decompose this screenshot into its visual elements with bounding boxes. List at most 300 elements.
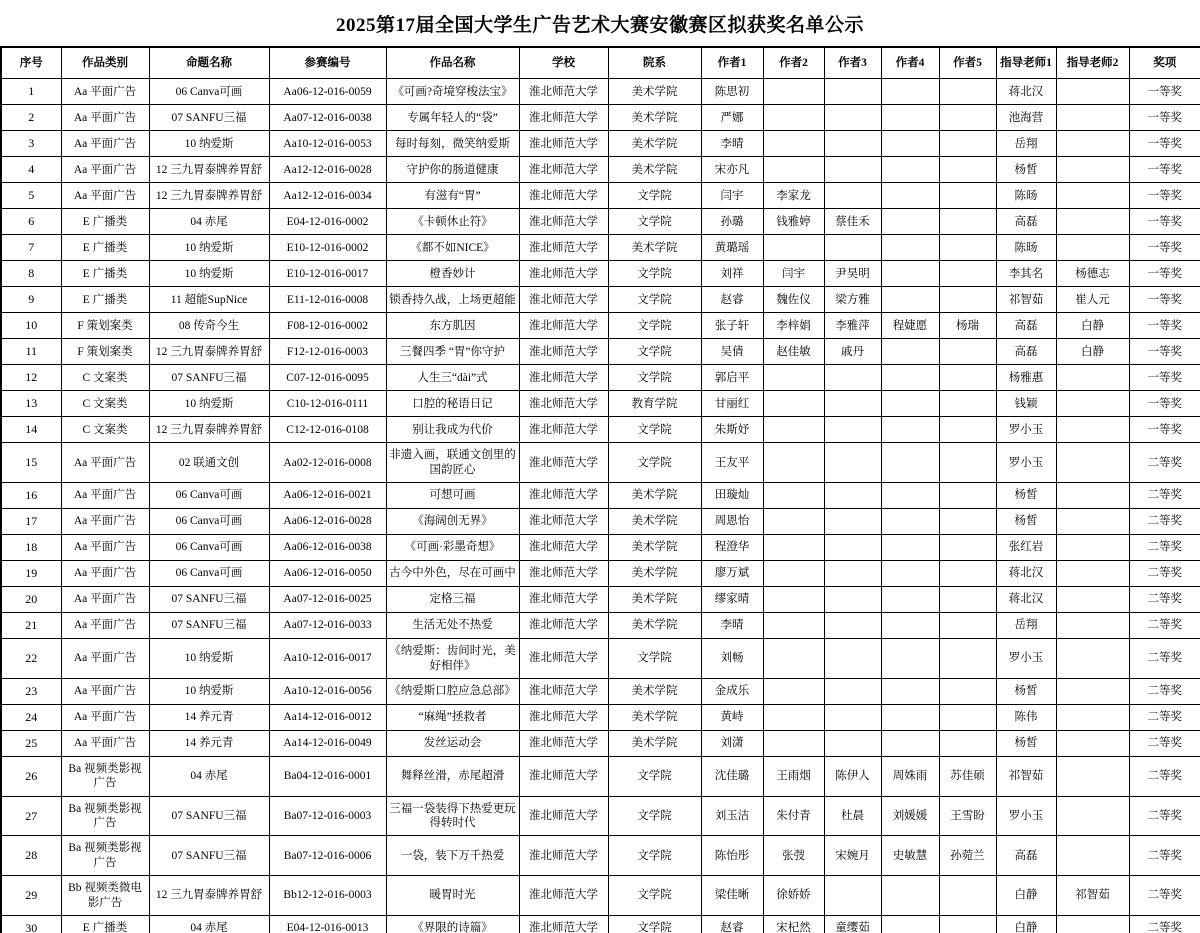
cell-作者4 xyxy=(881,730,939,756)
cell-作者3: 尹昊明 xyxy=(824,261,881,287)
cell-参赛编号: Aa10-12-016-0056 xyxy=(269,678,386,704)
cell-作者1: 田璇灿 xyxy=(701,483,763,509)
cell-指导老师2 xyxy=(1056,365,1129,391)
cell-作者1: 李晴 xyxy=(701,131,763,157)
cell-指导老师2 xyxy=(1056,79,1129,105)
cell-指导老师1: 杨皙 xyxy=(996,483,1056,509)
cell-命题名称: 12 三九胃泰牌养胃舒 xyxy=(149,876,269,916)
cell-院系: 美术学院 xyxy=(608,678,701,704)
cell-作者3: 童缨茹 xyxy=(824,915,881,933)
cell-作者2 xyxy=(763,704,824,730)
cell-指导老师2: 祁智茹 xyxy=(1056,876,1129,916)
cell-命题名称: 10 纳爱斯 xyxy=(149,261,269,287)
cell-作品类别: Aa 平面广告 xyxy=(61,183,149,209)
cell-作品类别: Ba 视频类影视广告 xyxy=(61,756,149,796)
cell-院系: 文学院 xyxy=(608,209,701,235)
cell-作者5 xyxy=(939,209,996,235)
cell-院系: 美术学院 xyxy=(608,235,701,261)
cell-院系: 文学院 xyxy=(608,756,701,796)
cell-作者5: 孙菀兰 xyxy=(939,836,996,876)
cell-作者2 xyxy=(763,79,824,105)
cell-作者1: 闫宇 xyxy=(701,183,763,209)
cell-指导老师2: 杨德志 xyxy=(1056,261,1129,287)
cell-序号: 4 xyxy=(1,157,61,183)
cell-学校: 淮北师范大学 xyxy=(519,339,608,365)
cell-指导老师2 xyxy=(1056,836,1129,876)
cell-作者1: 郭启平 xyxy=(701,365,763,391)
cell-序号: 30 xyxy=(1,915,61,933)
cell-作品名称: 古今中外色，尽在可画中 xyxy=(386,561,519,587)
table-row xyxy=(1,391,1200,417)
cell-参赛编号: E10-12-016-0017 xyxy=(269,261,386,287)
cell-作品名称: 定格三福 xyxy=(386,587,519,613)
cell-作者2 xyxy=(763,730,824,756)
cell-院系: 文学院 xyxy=(608,287,701,313)
cell-作者2: 张弢 xyxy=(763,836,824,876)
column-header-9: 作者3 xyxy=(824,47,881,79)
cell-指导老师1: 祁智茹 xyxy=(996,287,1056,313)
cell-作者2 xyxy=(763,613,824,639)
table-row xyxy=(1,796,1200,836)
cell-命题名称: 12 三九胃泰牌养胃舒 xyxy=(149,183,269,209)
cell-作者3 xyxy=(824,79,881,105)
cell-学校: 淮北师范大学 xyxy=(519,613,608,639)
cell-院系: 美术学院 xyxy=(608,613,701,639)
cell-学校: 淮北师范大学 xyxy=(519,105,608,131)
cell-参赛编号: Ba04-12-016-0001 xyxy=(269,756,386,796)
cell-作者5 xyxy=(939,287,996,313)
cell-奖项: 二等奖 xyxy=(1129,443,1200,483)
cell-序号: 16 xyxy=(1,483,61,509)
cell-指导老师2 xyxy=(1056,561,1129,587)
cell-作品名称: 发丝运动会 xyxy=(386,730,519,756)
cell-指导老师2 xyxy=(1056,417,1129,443)
cell-作者4 xyxy=(881,391,939,417)
cell-作者4 xyxy=(881,613,939,639)
cell-参赛编号: C12-12-016-0108 xyxy=(269,417,386,443)
cell-参赛编号: Aa10-12-016-0053 xyxy=(269,131,386,157)
cell-指导老师1: 池海营 xyxy=(996,105,1056,131)
column-header-2: 命题名称 xyxy=(149,47,269,79)
cell-学校: 淮北师范大学 xyxy=(519,876,608,916)
table-row xyxy=(1,483,1200,509)
cell-指导老师2 xyxy=(1056,915,1129,933)
cell-学校: 淮北师范大学 xyxy=(519,365,608,391)
cell-指导老师2 xyxy=(1056,131,1129,157)
cell-序号: 23 xyxy=(1,678,61,704)
cell-作者5 xyxy=(939,509,996,535)
column-header-10: 作者4 xyxy=(881,47,939,79)
table-row xyxy=(1,417,1200,443)
cell-作者3 xyxy=(824,704,881,730)
cell-作品类别: Aa 平面广告 xyxy=(61,704,149,730)
cell-指导老师1: 祁智茹 xyxy=(996,756,1056,796)
cell-院系: 美术学院 xyxy=(608,131,701,157)
column-header-3: 参赛编号 xyxy=(269,47,386,79)
cell-指导老师1: 杨皙 xyxy=(996,157,1056,183)
cell-指导老师1: 高磊 xyxy=(996,339,1056,365)
cell-参赛编号: C07-12-016-0095 xyxy=(269,365,386,391)
cell-院系: 文学院 xyxy=(608,443,701,483)
cell-参赛编号: Aa14-12-016-0049 xyxy=(269,730,386,756)
cell-作品类别: Aa 平面广告 xyxy=(61,483,149,509)
cell-序号: 27 xyxy=(1,796,61,836)
cell-作者3 xyxy=(824,391,881,417)
table-row xyxy=(1,836,1200,876)
cell-奖项: 二等奖 xyxy=(1129,876,1200,916)
cell-学校: 淮北师范大学 xyxy=(519,391,608,417)
column-header-8: 作者2 xyxy=(763,47,824,79)
cell-作品类别: Aa 平面广告 xyxy=(61,131,149,157)
cell-命题名称: 06 Canva可画 xyxy=(149,509,269,535)
cell-序号: 1 xyxy=(1,79,61,105)
cell-序号: 21 xyxy=(1,613,61,639)
cell-作者4: 程婕愿 xyxy=(881,313,939,339)
cell-学校: 淮北师范大学 xyxy=(519,509,608,535)
cell-参赛编号: E04-12-016-0013 xyxy=(269,915,386,933)
cell-命题名称: 06 Canva可画 xyxy=(149,483,269,509)
cell-作者5 xyxy=(939,535,996,561)
table-row xyxy=(1,157,1200,183)
cell-作者2: 王雨烟 xyxy=(763,756,824,796)
table-row xyxy=(1,915,1200,933)
cell-奖项: 一等奖 xyxy=(1129,157,1200,183)
table-row xyxy=(1,639,1200,679)
cell-命题名称: 07 SANFU三福 xyxy=(149,365,269,391)
cell-作者5 xyxy=(939,417,996,443)
cell-参赛编号: Aa14-12-016-0012 xyxy=(269,704,386,730)
cell-作者4 xyxy=(881,483,939,509)
cell-学校: 淮北师范大学 xyxy=(519,587,608,613)
cell-指导老师2 xyxy=(1056,730,1129,756)
cell-指导老师1: 陈旸 xyxy=(996,235,1056,261)
cell-作者1: 朱斯妤 xyxy=(701,417,763,443)
cell-奖项: 二等奖 xyxy=(1129,836,1200,876)
cell-作品类别: C 文案类 xyxy=(61,417,149,443)
table-row xyxy=(1,209,1200,235)
table-row xyxy=(1,730,1200,756)
cell-作者2: 魏佐仪 xyxy=(763,287,824,313)
cell-参赛编号: Aa06-12-016-0059 xyxy=(269,79,386,105)
cell-作品名称: 橙香妙计 xyxy=(386,261,519,287)
cell-命题名称: 14 养元青 xyxy=(149,730,269,756)
cell-参赛编号: Ba07-12-016-0006 xyxy=(269,836,386,876)
cell-命题名称: 04 赤尾 xyxy=(149,209,269,235)
cell-作者2 xyxy=(763,131,824,157)
cell-作品类别: Ba 视频类影视广告 xyxy=(61,836,149,876)
cell-指导老师2 xyxy=(1056,613,1129,639)
cell-参赛编号: Aa07-12-016-0038 xyxy=(269,105,386,131)
cell-作者2: 钱雅婷 xyxy=(763,209,824,235)
cell-作者1: 金成乐 xyxy=(701,678,763,704)
cell-作品名称: 《都不如NICE》 xyxy=(386,235,519,261)
cell-学校: 淮北师范大学 xyxy=(519,704,608,730)
cell-作者2: 徐娇娇 xyxy=(763,876,824,916)
cell-作者2 xyxy=(763,157,824,183)
cell-作者4 xyxy=(881,561,939,587)
cell-作者3 xyxy=(824,509,881,535)
cell-作者1: 周恩怡 xyxy=(701,509,763,535)
cell-作者5 xyxy=(939,915,996,933)
cell-作品名称: 舞释丝滑，赤尾超滑 xyxy=(386,756,519,796)
cell-序号: 25 xyxy=(1,730,61,756)
cell-作品名称: 可想可画 xyxy=(386,483,519,509)
cell-序号: 29 xyxy=(1,876,61,916)
cell-作者5 xyxy=(939,443,996,483)
cell-序号: 15 xyxy=(1,443,61,483)
cell-奖项: 一等奖 xyxy=(1129,391,1200,417)
cell-奖项: 一等奖 xyxy=(1129,365,1200,391)
cell-参赛编号: Aa10-12-016-0017 xyxy=(269,639,386,679)
cell-命题名称: 12 三九胃泰牌养胃舒 xyxy=(149,157,269,183)
cell-作者5 xyxy=(939,876,996,916)
cell-学校: 淮北师范大学 xyxy=(519,796,608,836)
cell-指导老师2 xyxy=(1056,105,1129,131)
cell-作者2 xyxy=(763,509,824,535)
cell-奖项: 二等奖 xyxy=(1129,587,1200,613)
header-row xyxy=(1,47,1200,79)
cell-院系: 文学院 xyxy=(608,796,701,836)
cell-命题名称: 11 超能SupNice xyxy=(149,287,269,313)
cell-作者4 xyxy=(881,105,939,131)
cell-院系: 教育学院 xyxy=(608,391,701,417)
cell-作者3: 宋婉月 xyxy=(824,836,881,876)
cell-作者2 xyxy=(763,587,824,613)
cell-指导老师1: 白静 xyxy=(996,876,1056,916)
cell-作者3: 陈伊人 xyxy=(824,756,881,796)
table-row xyxy=(1,535,1200,561)
cell-作者1: 刘潇 xyxy=(701,730,763,756)
table-row xyxy=(1,261,1200,287)
cell-作者5 xyxy=(939,483,996,509)
cell-作者1: 陈思初 xyxy=(701,79,763,105)
cell-作者5 xyxy=(939,79,996,105)
cell-序号: 6 xyxy=(1,209,61,235)
table-row xyxy=(1,287,1200,313)
cell-作者1: 孙璐 xyxy=(701,209,763,235)
cell-学校: 淮北师范大学 xyxy=(519,756,608,796)
cell-序号: 28 xyxy=(1,836,61,876)
cell-作者5 xyxy=(939,587,996,613)
cell-作品名称: 口腔的秘语日记 xyxy=(386,391,519,417)
cell-院系: 美术学院 xyxy=(608,79,701,105)
cell-指导老师2 xyxy=(1056,509,1129,535)
cell-奖项: 一等奖 xyxy=(1129,261,1200,287)
table-row xyxy=(1,613,1200,639)
cell-学校: 淮北师范大学 xyxy=(519,313,608,339)
cell-指导老师2 xyxy=(1056,157,1129,183)
cell-命题名称: 12 三九胃泰牌养胃舒 xyxy=(149,339,269,365)
cell-作者1: 刘祥 xyxy=(701,261,763,287)
cell-序号: 8 xyxy=(1,261,61,287)
cell-作品类别: Ba 视频类影视广告 xyxy=(61,796,149,836)
cell-学校: 淮北师范大学 xyxy=(519,417,608,443)
cell-指导老师2 xyxy=(1056,535,1129,561)
cell-作品名称: 守护你的肠道健康 xyxy=(386,157,519,183)
cell-序号: 26 xyxy=(1,756,61,796)
cell-指导老师1: 杨皙 xyxy=(996,730,1056,756)
cell-奖项: 一等奖 xyxy=(1129,339,1200,365)
table-row xyxy=(1,79,1200,105)
cell-作者5 xyxy=(939,639,996,679)
column-header-11: 作者5 xyxy=(939,47,996,79)
cell-学校: 淮北师范大学 xyxy=(519,678,608,704)
cell-作者1: 张子轩 xyxy=(701,313,763,339)
cell-作者2: 李家龙 xyxy=(763,183,824,209)
cell-作者4: 周姝雨 xyxy=(881,756,939,796)
table-row xyxy=(1,443,1200,483)
cell-参赛编号: Aa02-12-016-0008 xyxy=(269,443,386,483)
column-header-1: 作品类别 xyxy=(61,47,149,79)
cell-作者1: 沈佳璐 xyxy=(701,756,763,796)
cell-作者2 xyxy=(763,561,824,587)
cell-作品名称: 《可画·彩墨奇想》 xyxy=(386,535,519,561)
cell-作者3 xyxy=(824,235,881,261)
cell-院系: 文学院 xyxy=(608,639,701,679)
cell-序号: 14 xyxy=(1,417,61,443)
cell-作者5 xyxy=(939,157,996,183)
cell-奖项: 二等奖 xyxy=(1129,730,1200,756)
cell-作品类别: F 策划案类 xyxy=(61,313,149,339)
table-row xyxy=(1,509,1200,535)
table-row xyxy=(1,561,1200,587)
cell-作者2 xyxy=(763,105,824,131)
cell-奖项: 二等奖 xyxy=(1129,678,1200,704)
cell-奖项: 一等奖 xyxy=(1129,183,1200,209)
cell-命题名称: 10 纳爱斯 xyxy=(149,131,269,157)
cell-作者3 xyxy=(824,443,881,483)
cell-作者2 xyxy=(763,535,824,561)
cell-学校: 淮北师范大学 xyxy=(519,915,608,933)
cell-作者4 xyxy=(881,183,939,209)
cell-指导老师1: 李其名 xyxy=(996,261,1056,287)
cell-作品类别: Aa 平面广告 xyxy=(61,157,149,183)
cell-作者2: 朱付青 xyxy=(763,796,824,836)
cell-参赛编号: Bb12-12-016-0003 xyxy=(269,876,386,916)
cell-作品名称: 暖胃时光 xyxy=(386,876,519,916)
cell-学校: 淮北师范大学 xyxy=(519,157,608,183)
cell-参赛编号: Ba07-12-016-0003 xyxy=(269,796,386,836)
cell-奖项: 一等奖 xyxy=(1129,131,1200,157)
cell-作者1: 甘丽红 xyxy=(701,391,763,417)
cell-学校: 淮北师范大学 xyxy=(519,261,608,287)
column-header-14: 奖项 xyxy=(1129,47,1200,79)
cell-命题名称: 04 赤尾 xyxy=(149,915,269,933)
cell-作者5: 苏佳硕 xyxy=(939,756,996,796)
cell-作者4 xyxy=(881,509,939,535)
cell-作者3 xyxy=(824,417,881,443)
cell-作者1: 黄璐瑶 xyxy=(701,235,763,261)
cell-作品名称: 《海阔创无界》 xyxy=(386,509,519,535)
cell-参赛编号: F12-12-016-0003 xyxy=(269,339,386,365)
cell-作品类别: Aa 平面广告 xyxy=(61,613,149,639)
cell-奖项: 一等奖 xyxy=(1129,313,1200,339)
cell-作者2 xyxy=(763,483,824,509)
cell-作者5: 杨瑞 xyxy=(939,313,996,339)
cell-作品名称: 《纳爱斯：齿间时光，美好相伴》 xyxy=(386,639,519,679)
table-row xyxy=(1,756,1200,796)
cell-作者3 xyxy=(824,483,881,509)
cell-指导老师2 xyxy=(1056,756,1129,796)
cell-作者1: 梁佳晰 xyxy=(701,876,763,916)
cell-作者3 xyxy=(824,876,881,916)
cell-指导老师2 xyxy=(1056,678,1129,704)
cell-学校: 淮北师范大学 xyxy=(519,131,608,157)
cell-作者5 xyxy=(939,365,996,391)
cell-指导老师1: 岳翔 xyxy=(996,131,1056,157)
cell-序号: 2 xyxy=(1,105,61,131)
cell-作者2 xyxy=(763,417,824,443)
cell-作品名称: 东方肌因 xyxy=(386,313,519,339)
cell-指导老师2 xyxy=(1056,483,1129,509)
cell-命题名称: 02 联通文创 xyxy=(149,443,269,483)
cell-奖项: 二等奖 xyxy=(1129,639,1200,679)
cell-院系: 美术学院 xyxy=(608,587,701,613)
cell-作者1: 刘畅 xyxy=(701,639,763,679)
cell-作者3 xyxy=(824,131,881,157)
column-header-0: 序号 xyxy=(1,47,61,79)
cell-参赛编号: E04-12-016-0002 xyxy=(269,209,386,235)
cell-作者1: 廖万斌 xyxy=(701,561,763,587)
cell-序号: 13 xyxy=(1,391,61,417)
cell-院系: 美术学院 xyxy=(608,483,701,509)
cell-院系: 美术学院 xyxy=(608,730,701,756)
cell-院系: 文学院 xyxy=(608,417,701,443)
cell-作品名称: 每时每刻，微笑纳爱斯 xyxy=(386,131,519,157)
column-header-5: 学校 xyxy=(519,47,608,79)
cell-作品类别: Aa 平面广告 xyxy=(61,587,149,613)
cell-学校: 淮北师范大学 xyxy=(519,79,608,105)
cell-学校: 淮北师范大学 xyxy=(519,287,608,313)
cell-作者3 xyxy=(824,105,881,131)
cell-奖项: 一等奖 xyxy=(1129,417,1200,443)
table-row xyxy=(1,587,1200,613)
cell-学校: 淮北师范大学 xyxy=(519,443,608,483)
cell-作者1: 刘玉洁 xyxy=(701,796,763,836)
cell-作者2 xyxy=(763,443,824,483)
cell-作者2: 宋杞然 xyxy=(763,915,824,933)
cell-指导老师2 xyxy=(1056,183,1129,209)
cell-作品名称: 三福一袋装得下热爱更玩得转时代 xyxy=(386,796,519,836)
cell-指导老师1: 张红岩 xyxy=(996,535,1056,561)
cell-指导老师1: 陈旸 xyxy=(996,183,1056,209)
cell-作品名称: 锁香持久战，上场更超能 xyxy=(386,287,519,313)
cell-作者3: 梁方雅 xyxy=(824,287,881,313)
cell-作者3 xyxy=(824,183,881,209)
cell-院系: 文学院 xyxy=(608,339,701,365)
cell-作品名称: 非遗入画，联通文创里的国韵匠心 xyxy=(386,443,519,483)
cell-参赛编号: Aa06-12-016-0021 xyxy=(269,483,386,509)
cell-命题名称: 12 三九胃泰牌养胃舒 xyxy=(149,417,269,443)
cell-作者1: 赵睿 xyxy=(701,287,763,313)
cell-序号: 5 xyxy=(1,183,61,209)
cell-作者5 xyxy=(939,730,996,756)
column-header-7: 作者1 xyxy=(701,47,763,79)
cell-学校: 淮北师范大学 xyxy=(519,535,608,561)
table-row xyxy=(1,876,1200,916)
cell-指导老师1: 杨皙 xyxy=(996,509,1056,535)
cell-序号: 12 xyxy=(1,365,61,391)
cell-作者1: 李晴 xyxy=(701,613,763,639)
cell-学校: 淮北师范大学 xyxy=(519,235,608,261)
table-row xyxy=(1,105,1200,131)
cell-作者4 xyxy=(881,235,939,261)
cell-作品名称: 人生三“dài”式 xyxy=(386,365,519,391)
cell-作品类别: Aa 平面广告 xyxy=(61,639,149,679)
cell-作者4: 史敏慧 xyxy=(881,836,939,876)
cell-作者5 xyxy=(939,391,996,417)
cell-作者5 xyxy=(939,704,996,730)
